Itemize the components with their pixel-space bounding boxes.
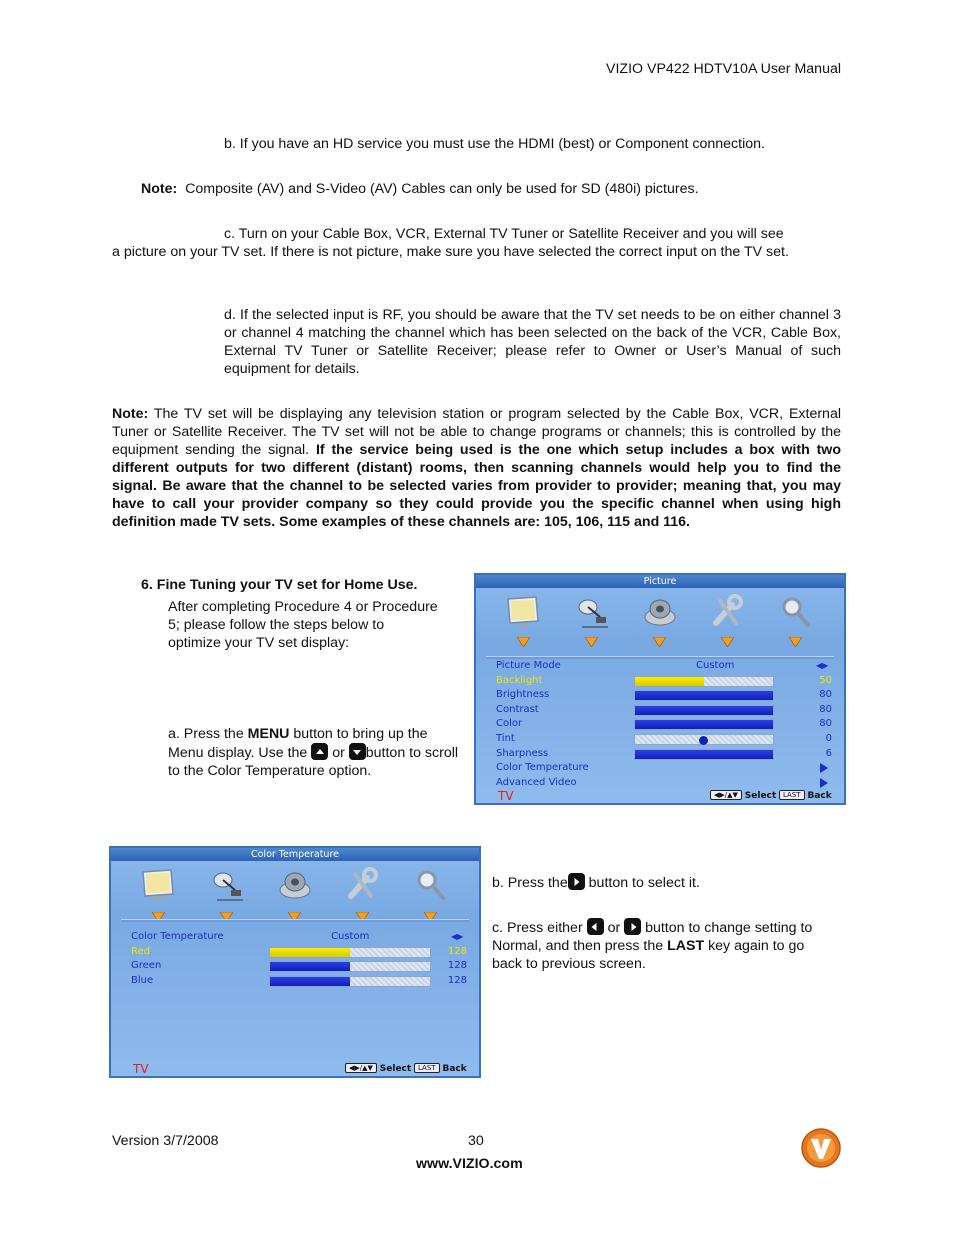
menu-row-value: 128 bbox=[447, 960, 467, 972]
menu-row-value: 6 bbox=[825, 747, 832, 759]
menu-row-label: Red bbox=[131, 945, 150, 957]
menu-row-slider[interactable] bbox=[634, 676, 774, 687]
menu-row-value: 80 bbox=[819, 718, 832, 730]
menu-row-label: Color bbox=[496, 718, 523, 730]
picture-menu-footer bbox=[476, 790, 844, 803]
color-temp-menu-footer bbox=[111, 1063, 479, 1076]
last-key-chip: LAST bbox=[414, 1063, 440, 1073]
menu-row-value: 50 bbox=[819, 674, 832, 686]
menu-row-label: Contrast bbox=[496, 703, 539, 715]
step-a-post: button to scroll to the Color Temperature option. bbox=[168, 745, 459, 779]
step-c-post: key again to go back to previous screen. bbox=[492, 938, 805, 972]
tv-label: TV bbox=[498, 789, 514, 803]
menu-row-value: 0 bbox=[825, 733, 832, 744]
tv-screen-icon bbox=[502, 593, 546, 633]
menu-row-value: Custom bbox=[331, 931, 370, 942]
menu-row-brightness[interactable] bbox=[496, 688, 832, 702]
menu-row-value: 128 bbox=[447, 945, 467, 957]
note-2-bold: If the service being used is the one which setup includes a box with two different outputs for two different (distant) rooms, then scanning channels would help you to find the signal. Be aware that the channel to be selected varies from provider to provider; meaning that, you may have to call your provider company so they could provide you the specific channel when using high definition made TV sets. Some examples of these channels are: 105, 106, 115 and 116. bbox=[112, 442, 842, 530]
note-1 bbox=[141, 180, 841, 198]
menu-row-slider[interactable] bbox=[269, 961, 431, 972]
step-a-pre: a. Press the bbox=[168, 726, 248, 742]
note-1-label: Note: bbox=[141, 181, 178, 197]
speaker-icon bbox=[638, 593, 682, 633]
menu-row-red[interactable] bbox=[131, 945, 467, 959]
note-2-label: Note: bbox=[112, 406, 149, 422]
menu-row-blue[interactable] bbox=[131, 974, 467, 988]
left-right-arrows-icon: ◀▶ bbox=[451, 932, 464, 941]
chevron-down-icon bbox=[585, 637, 598, 647]
slider-knob[interactable] bbox=[699, 736, 708, 745]
footer-url: www.VIZIO.com bbox=[416, 1156, 523, 1172]
menu-row-value: 80 bbox=[819, 703, 832, 715]
color-temp-menu-title: Color Temperature bbox=[111, 848, 479, 861]
speaker-icon bbox=[273, 866, 317, 906]
last-key-chip: LAST bbox=[779, 790, 805, 800]
step-c bbox=[492, 918, 837, 973]
menu-row-slider[interactable] bbox=[634, 719, 774, 730]
step-b-post: button to select it. bbox=[584, 875, 700, 891]
step-b bbox=[492, 873, 837, 892]
nav-keys-icon: ◀▶/▲▼ bbox=[345, 1063, 377, 1073]
submenu-arrow-icon bbox=[820, 763, 828, 773]
chevron-down-icon bbox=[721, 637, 734, 647]
chevron-down-icon bbox=[653, 637, 666, 647]
menu-key-label: MENU bbox=[247, 726, 290, 742]
menu-row-advanced-video[interactable] bbox=[496, 776, 832, 790]
menu-row-label: Green bbox=[131, 960, 162, 972]
right-arrow-key-icon bbox=[624, 918, 641, 935]
left-right-arrows-icon: ◀▶ bbox=[816, 661, 829, 670]
satellite-dish-icon bbox=[205, 866, 249, 906]
note-2-plain: The TV set will be displaying any television station or program selected by the Cable Box, VCR, External Tuner or Satellite Receiver. The TV set will not be able to change programs or channels; this is controlled by the equipment sending the signal. bbox=[112, 406, 841, 458]
menu-row-backlight[interactable] bbox=[496, 674, 832, 688]
picture-menu bbox=[474, 573, 846, 805]
footer-back: Back bbox=[807, 791, 832, 801]
menu-row-value: 80 bbox=[819, 689, 832, 701]
wrench-icon bbox=[341, 866, 385, 906]
tv-label: TV bbox=[133, 1062, 149, 1076]
right-arrow-key-icon bbox=[568, 873, 585, 890]
menu-row-green[interactable] bbox=[131, 959, 467, 973]
menu-row-picture-mode[interactable] bbox=[496, 659, 832, 673]
footer-back: Back bbox=[442, 1064, 467, 1074]
note-2 bbox=[112, 405, 841, 531]
up-arrow-key-icon bbox=[311, 743, 328, 760]
step-6-heading: 6. Fine Tuning your TV set for Home Use. bbox=[141, 577, 418, 593]
wrench-icon bbox=[706, 593, 750, 633]
step-a bbox=[168, 725, 463, 780]
menu-row-color-temperature[interactable] bbox=[496, 761, 832, 775]
menu-row-contrast[interactable] bbox=[496, 703, 832, 717]
menu-row-label: Backlight bbox=[496, 674, 543, 686]
down-arrow-key-icon bbox=[349, 743, 366, 760]
menu-row-sharpness[interactable] bbox=[496, 747, 832, 761]
para-b: b. If you have an HD service you must use the HDMI (best) or Component connection. bbox=[224, 136, 765, 152]
menu-row-label: Sharpness bbox=[496, 747, 549, 759]
menu-row-slider[interactable] bbox=[634, 690, 774, 701]
picture-menu-title: Picture bbox=[476, 575, 844, 588]
submenu-arrow-icon bbox=[820, 778, 828, 788]
menu-row-label: Color Temperature bbox=[131, 931, 224, 942]
footer-version: Version 3/7/2008 bbox=[112, 1133, 219, 1149]
menu-row-color[interactable] bbox=[496, 717, 832, 731]
chevron-down-icon bbox=[517, 637, 530, 647]
menu-row-label: Picture Mode bbox=[496, 660, 561, 671]
menu-row-value: 128 bbox=[447, 974, 467, 986]
key-magnifier-icon bbox=[409, 866, 453, 906]
chevron-down-icon bbox=[789, 637, 802, 647]
tv-screen-icon bbox=[137, 866, 181, 906]
step-c-pre: c. Press either bbox=[492, 920, 587, 936]
note-1-text: Composite (AV) and S-Video (AV) Cables can only be used for SD (480i) pictures. bbox=[185, 181, 699, 197]
step-c-mid: button to change setting to Normal, and then press the bbox=[492, 920, 813, 954]
menu-row-slider[interactable] bbox=[634, 705, 774, 716]
para-c-rest: a picture on your TV set. If there is not picture, make sure you have selected the correct input on the TV set. bbox=[112, 244, 789, 260]
footer-page-number: 30 bbox=[468, 1133, 484, 1149]
menu-row-label: Advanced Video bbox=[496, 776, 577, 788]
step-c-or: or bbox=[603, 920, 625, 936]
step-b-pre: b. Press the bbox=[492, 875, 568, 891]
nav-keys-icon: ◀▶/▲▼ bbox=[710, 790, 742, 800]
menu-row-slider[interactable] bbox=[634, 749, 774, 760]
left-arrow-key-icon bbox=[587, 918, 604, 935]
color-temp-menu bbox=[109, 846, 481, 1078]
step-6-intro: After completing Procedure 4 or Procedure 5; please follow the steps below to optimize your TV set display: bbox=[168, 599, 438, 651]
menu-row-slider[interactable] bbox=[269, 947, 431, 958]
menu-row-tint[interactable] bbox=[496, 732, 832, 746]
menu-row-label: Blue bbox=[131, 974, 154, 986]
menu-row-label: Tint bbox=[496, 733, 515, 744]
menu-row-label: Brightness bbox=[496, 689, 550, 701]
vizio-logo-icon bbox=[801, 1128, 841, 1168]
menu-row-label: Color Temperature bbox=[496, 762, 589, 774]
para-c-line1: c. Turn on your Cable Box, VCR, External TV Tuner or Satellite Receiver and you will see bbox=[224, 226, 784, 242]
step-a-or: or bbox=[328, 745, 349, 761]
step-a-mid: button to bring up the Menu display. Use the bbox=[168, 726, 428, 761]
footer-select: Select bbox=[379, 1064, 412, 1074]
satellite-dish-icon bbox=[570, 593, 614, 633]
menu-row-value: Custom bbox=[696, 660, 735, 671]
key-magnifier-icon bbox=[774, 593, 818, 633]
menu-row-color-temperature[interactable] bbox=[131, 930, 467, 944]
header-title: VIZIO VP422 HDTV10A User Manual bbox=[606, 61, 841, 77]
last-key-label: LAST bbox=[667, 938, 705, 954]
footer-select: Select bbox=[744, 791, 777, 801]
para-d: d. If the selected input is RF, you should be aware that the TV set needs to be on either channel 3 or channel 4 matching the channel which has been selected on the back of the VCR, Cable Box, External TV Tuner or Satellite Receiver; please refer to Owner or User’s Manual of such equipment for details. bbox=[224, 307, 841, 377]
menu-row-slider[interactable] bbox=[634, 734, 774, 745]
menu-row-slider[interactable] bbox=[269, 976, 431, 987]
